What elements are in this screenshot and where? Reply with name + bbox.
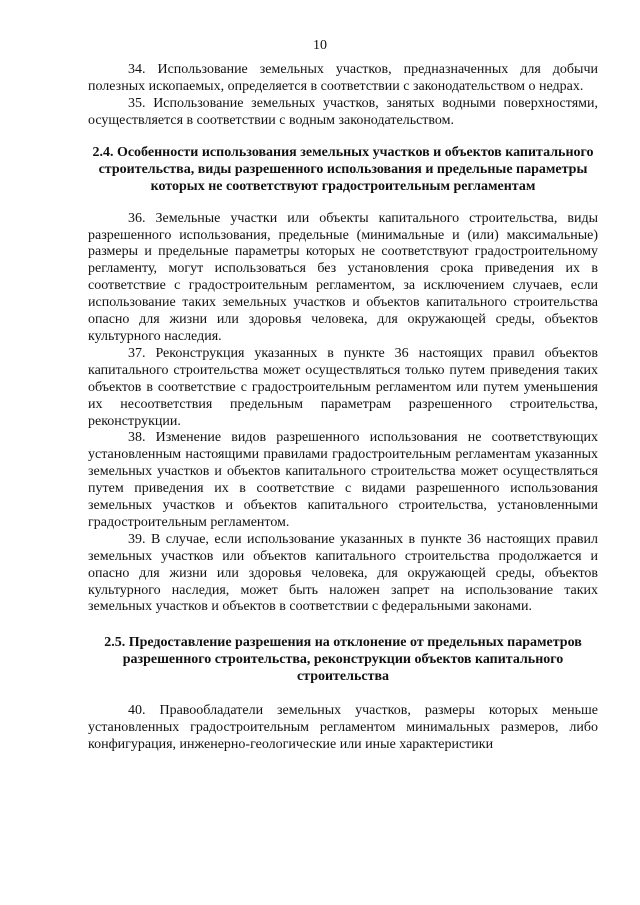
section-2-4-heading: 2.4. Особенности использования земельных участков и объектов капитального строительства, виды разрешенного использования и предельные параметры которых не соответствуют градостроительным регламентам (92, 144, 594, 194)
paragraph-39: 39. В случае, если использование указанных в пункте 36 настоящих правил земельных участков или объектов капитального строительства продолжается и опасно для жизни или здоровья человека, для окружающей среды, объектов культурного наследия, может быть наложен запрет на использование таких земельных участков и объектов в соответствии с федеральными законами. (88, 531, 598, 615)
paragraph-34: 34. Использование земельных участков, предназначенных для добычи полезных ископаемых, определяется в соответствии с законодательством о недрах. (88, 62, 598, 94)
paragraph-40: 40. Правообладатели земельных участков, размеры которых меньше установленных градостроительным регламентом минимальных размеров, либо конфигурация, инженерно-геологические или иные характеристики (88, 703, 598, 753)
document-body (88, 62, 598, 754)
paragraph-38: 38. Изменение видов разрешенного использования не соответствующих установленным настоящими правилами градостроительным регламентам указанных земельных участков и объектов капитального строительства может осуществляться путем приведения их в соответствие с видами разрешенного использования земельных участков и объектов капитального строительства, установленными градостроительным регламентом. (88, 430, 598, 530)
paragraph-36: 36. Земельные участки или объекты капитального строительства, виды разрешенного использования, предельные (минимальные и (или) максимальные) размеры и предельные параметры которых не соответствуют градостроительному регламенту, могут использоваться без установления срока приведения их в соответствие с градостроительным регламентом, за исключением случаев, если использование таких земельных участков и объектов капитального строительства опасно для жизни или здоровья человека, для окружающей среды, объектов культурного наследия. (88, 210, 598, 344)
paragraph-37: 37. Реконструкция указанных в пункте 36 настоящих правил объектов капитального строительства может осуществляться только путем приведения таких объектов в соответствие с градостроительным регламентом или путем уменьшения их несоответствия предельным параметрам разрешенного строительства, реконструкции. (88, 345, 598, 429)
paragraph-35: 35. Использование земельных участков, занятых водными поверхностями, осуществляется в соответствии с водным законодательством. (88, 95, 598, 128)
page-number: 10 (313, 38, 327, 53)
section-2-5-heading: 2.5. Предоставление разрешения на отклонение от предельных параметров разрешенного строительства, реконструкции объектов капитального строительства (104, 635, 582, 685)
